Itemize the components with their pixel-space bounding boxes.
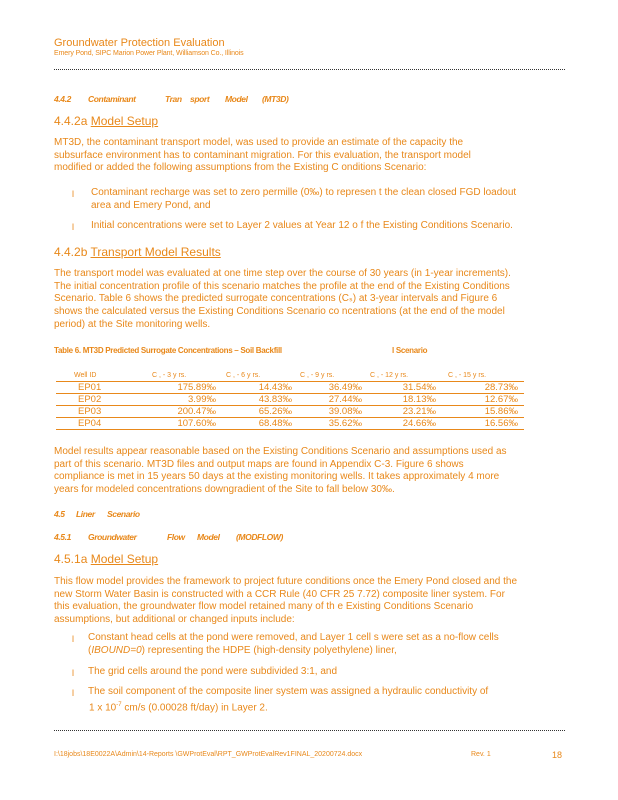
document-subtitle: Emery Pond, SIPC Marion Power Plant, Williamson Co., Illinois [54, 50, 244, 57]
footer-revision: Rev. 1 [471, 751, 491, 758]
ibound-term: IBOUND=0 [91, 644, 142, 656]
table-cell: 18.13‰ [370, 394, 448, 406]
section-451a-title: Model Setup [90, 552, 159, 566]
column-header: Well ID [56, 369, 152, 382]
section-451-number: 4.5.1 [54, 532, 71, 542]
section-442a-title: Model Setup [90, 114, 159, 128]
table-cell: 15.86‰ [448, 406, 524, 418]
bullet-line: area and Emery Pond, and [91, 199, 211, 211]
header-divider [54, 69, 565, 70]
section-442-number: 4.4.2 [54, 94, 71, 104]
table-cell: 3.99‰ [152, 394, 226, 406]
table-row [56, 382, 524, 394]
table-caption: Table 6. MT3D Predicted Surrogate Concentrations – Soil Backfill [54, 346, 282, 355]
paragraph-line: The initial concentration profile of this scenario matches the profile at the end of the Existing Conditions [54, 280, 510, 292]
section-451a-bullet-3 [88, 686, 563, 715]
table-cell: 200.47‰ [152, 406, 226, 418]
bullet-line: Initial concentrations were set to Layer 2 values at Year 12 o f the Existing Conditions Scenario. [91, 220, 513, 231]
table-cell: 43.83‰ [226, 394, 300, 406]
section-442b-heading [54, 245, 221, 259]
section-451a-bullet-1 [88, 632, 563, 657]
bullet-marker: l [72, 222, 74, 232]
paragraph-line: assumptions, but additional or changed inputs include: [54, 614, 295, 626]
paragraph-line: modified or added the following assumptions from the Existing C onditions Scenario: [54, 162, 427, 174]
section-442a-paragraph [54, 137, 566, 175]
paragraph-line: shows the calculated versus the Existing Conditions Scenario co ncentrations (at the end of the model [54, 306, 505, 318]
results-paragraph [54, 446, 566, 497]
paragraph-line: period) at the Site monitoring wells. [54, 318, 211, 330]
bullet-marker: l [72, 634, 74, 644]
bullet-line: The grid cells around the pond were subdivided 3:1, and [88, 666, 338, 677]
section-442-word-3: sport [190, 94, 210, 104]
column-header: C , - 12 y rs. [370, 369, 448, 382]
paragraph-line: Model results appear reasonable based on the Existing Conditions Scenario and assumptions used as [54, 446, 507, 457]
section-442b-paragraph [54, 268, 566, 332]
table-caption-end: l Scenario [392, 346, 428, 355]
page-number: 18 [552, 750, 563, 760]
section-451-word-1: Groundwater [88, 532, 137, 542]
table-cell: 39.08‰ [300, 406, 370, 418]
table-cell: 16.56‰ [448, 418, 524, 430]
table-cell: 24.66‰ [370, 418, 448, 430]
table-cell: 107.60‰ [152, 418, 226, 430]
exponent: -7 [116, 701, 122, 708]
concentration-table [56, 369, 524, 430]
section-451a-heading [54, 552, 158, 566]
table-cell: 31.54‰ [370, 382, 448, 394]
column-header: C , - 15 y rs. [448, 369, 524, 382]
text-run: ( [88, 644, 92, 656]
section-442-word-5: (MT3D) [262, 94, 289, 104]
table-cell: EP04 [56, 418, 152, 430]
section-442a-number: 4.4.2a [54, 114, 88, 128]
paragraph-line: this evaluation, the groundwater flow model retained many of th e Existing Conditions Scenario [54, 601, 474, 613]
document-title: Groundwater Protection Evaluation [54, 37, 225, 49]
section-45-word-1: Liner [76, 509, 95, 519]
section-442b-number: 4.4.2b [54, 245, 88, 259]
table-cell: EP03 [56, 406, 152, 418]
table-cell: 27.44‰ [300, 394, 370, 406]
section-442a-heading [54, 114, 158, 128]
bullet-line: Constant head cells at the pond were removed, and Layer 1 cell s were set as a no-flow cells [88, 632, 499, 643]
text-run: 1 x 10 [89, 702, 117, 714]
table-cell: 14.43‰ [226, 382, 300, 394]
table-cell: 175.89‰ [152, 382, 226, 394]
footer-divider [54, 730, 565, 731]
table-cell: EP01 [56, 382, 152, 394]
table-cell: 28.73‰ [448, 382, 524, 394]
paragraph-line: new Storm Water Basin is constructed with a CCR Rule (40 CFR 25 7.72) composite liner system. For [54, 588, 505, 600]
table-row [56, 394, 524, 406]
bullet-line [88, 699, 563, 715]
section-442-word-1: Contaminant [88, 94, 136, 104]
bullet-line [88, 645, 563, 658]
section-45-number: 4.5 [54, 509, 65, 519]
paragraph-line: MT3D, the contaminant transport model, was used to provide an estimate of the capacity the [54, 137, 464, 148]
column-header: C , - 9 y rs. [300, 369, 370, 382]
table-row [56, 406, 524, 418]
paragraph-line: part of this scenario. MT3D files and output maps are found in Appendix C-3. Figure 6 shows [54, 458, 464, 470]
bullet-marker: l [72, 189, 74, 199]
table-row [56, 418, 524, 430]
column-header: C , - 6 y rs. [226, 369, 300, 382]
section-451a-bullet-2 [88, 666, 563, 679]
text-run: ) representing the HDPE (high-density polyethylene) liner, [141, 644, 397, 656]
section-442-word-4: Model [225, 94, 248, 104]
section-442b-title: Transport Model Results [90, 245, 221, 259]
table-cell: 23.21‰ [370, 406, 448, 418]
bullet-marker: l [72, 668, 74, 678]
paragraph-line: This flow model provides the framework to project future conditions once the Emery Pond closed and the [54, 576, 518, 587]
paragraph-line: years for modeled concentrations downgradient of the Site to fall below 30‰. [54, 484, 395, 496]
bullet-line: Contaminant recharge was set to zero permille (0‰) to represen t the clean closed FGD loadout [91, 187, 517, 198]
table-cell: EP02 [56, 394, 152, 406]
section-451-word-2: Flow [167, 532, 185, 542]
section-451-word-4: (MODFLOW) [236, 532, 283, 542]
paragraph-line: Scenario. Table 6 shows the predicted surrogate concentrations (Cₛ) at 3-year intervals and Figure 6 [54, 293, 498, 305]
table-cell: 12.67‰ [448, 394, 524, 406]
section-451a-paragraph [54, 576, 566, 627]
section-442a-bullet-2 [91, 220, 561, 233]
section-442a-bullet-1 [91, 187, 561, 212]
section-451a-number: 4.5.1a [54, 552, 88, 566]
text-run: cm/s (0.00028 ft/day) in Layer 2. [121, 702, 268, 714]
table-cell: 65.26‰ [226, 406, 300, 418]
paragraph-line: compliance is met in 15 years 50 days at the existing monitoring wells. It takes approximately 4 more [54, 471, 500, 483]
bullet-marker: l [72, 688, 74, 698]
footer-file-path: I:\18jobs\18E0022A\Admin\14-Reports \GWProtEval\RPT_GWProtEvalRev1FINAL_20200724.docx [54, 751, 363, 758]
table-cell: 36.49‰ [300, 382, 370, 394]
section-442-word-2: Tran [165, 94, 182, 104]
paragraph-line: The transport model was evaluated at one time step over the course of 30 years (in 1-year increments). [54, 268, 511, 279]
bullet-line: The soil component of the composite liner system was assigned a hydraulic conductivity of [88, 686, 489, 697]
section-45-word-2: Scenario [107, 509, 140, 519]
table-cell: 35.62‰ [300, 418, 370, 430]
table-cell: 68.48‰ [226, 418, 300, 430]
table-header-row [56, 369, 524, 382]
paragraph-line: subsurface environment has to contaminant migration. For this evaluation, the transport model [54, 149, 471, 161]
column-header: C , - 3 y rs. [152, 369, 226, 382]
section-451-word-3: Model [197, 532, 220, 542]
